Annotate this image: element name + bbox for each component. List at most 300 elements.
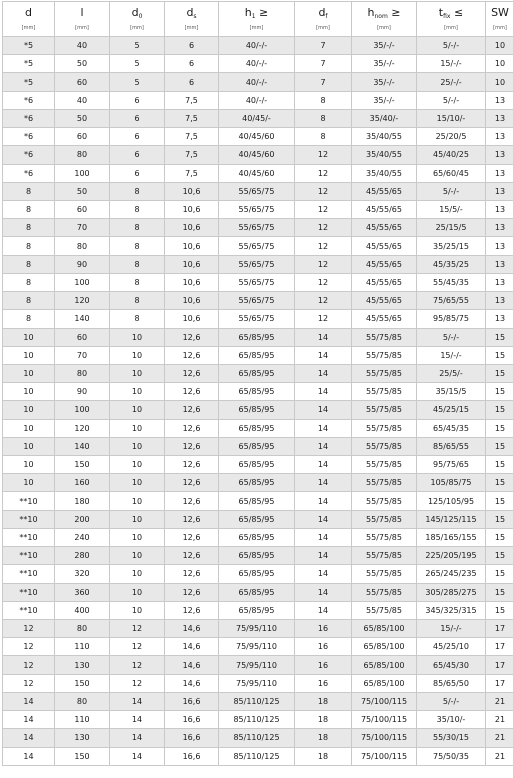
cell-d0: 14 <box>110 711 165 729</box>
cell-tfix: 225/205/195 <box>417 547 486 565</box>
cell-d: 8 <box>3 182 55 200</box>
cell-sw: 15 <box>486 328 513 346</box>
column-symbol: $h_1$ ≥ <box>219 6 294 23</box>
column-header-d0 <box>110 2 165 37</box>
cell-d0: 14 <box>110 747 165 765</box>
cell-tfix: 125/105/95 <box>417 492 486 510</box>
cell-l: 100 <box>55 273 110 291</box>
cell-d: **10 <box>3 583 55 601</box>
cell-hnom: 35/-/- <box>352 91 417 109</box>
cell-d0: 5 <box>110 73 165 91</box>
cell-hnom: 45/55/65 <box>352 219 417 237</box>
cell-hnom: 55/75/85 <box>352 510 417 528</box>
cell-d: 14 <box>3 711 55 729</box>
cell-d: 12 <box>3 620 55 638</box>
table-row <box>3 492 513 510</box>
cell-d0: 8 <box>110 273 165 291</box>
cell-tfix: 45/35/25 <box>417 255 486 273</box>
cell-hnom: 75/100/115 <box>352 729 417 747</box>
cell-d: 8 <box>3 237 55 255</box>
cell-df: 14 <box>295 492 352 510</box>
cell-d: 8 <box>3 255 55 273</box>
cell-tfix: 95/75/65 <box>417 456 486 474</box>
cell-hnom: 35/40/55 <box>352 128 417 146</box>
cell-sw: 13 <box>486 146 513 164</box>
cell-hnom: 35/-/- <box>352 73 417 91</box>
cell-tfix: 25/15/5 <box>417 219 486 237</box>
cell-tfix: 75/65/55 <box>417 292 486 310</box>
cell-sw: 15 <box>486 528 513 546</box>
cell-df: 18 <box>295 711 352 729</box>
cell-l: 90 <box>55 255 110 273</box>
cell-sw: 15 <box>486 437 513 455</box>
cell-hnom: 55/75/85 <box>352 601 417 619</box>
column-header-l <box>55 2 110 37</box>
cell-ds: 10,6 <box>165 182 219 200</box>
column-unit: [mm] <box>219 25 294 32</box>
cell-ds: 14,6 <box>165 620 219 638</box>
table-row <box>3 729 513 747</box>
cell-tfix: 15/-/- <box>417 55 486 73</box>
table-row <box>3 91 513 109</box>
cell-tfix: 105/85/75 <box>417 474 486 492</box>
cell-tfix: 85/65/55 <box>417 437 486 455</box>
cell-d: **10 <box>3 510 55 528</box>
cell-ds: 16,6 <box>165 729 219 747</box>
cell-d: 8 <box>3 219 55 237</box>
cell-ds: 12,6 <box>165 474 219 492</box>
cell-l: 50 <box>55 109 110 127</box>
cell-ds: 14,6 <box>165 674 219 692</box>
cell-df: 7 <box>295 73 352 91</box>
column-header-tfix <box>417 2 486 37</box>
cell-l: 80 <box>55 237 110 255</box>
cell-l: 60 <box>55 128 110 146</box>
column-header-df <box>295 2 352 37</box>
cell-hnom: 55/75/85 <box>352 419 417 437</box>
cell-tfix: 5/-/- <box>417 692 486 710</box>
cell-tfix: 45/40/25 <box>417 146 486 164</box>
cell-df: 14 <box>295 565 352 583</box>
cell-ds: 12,6 <box>165 346 219 364</box>
column-symbol: $t_{fix}$ ≤ <box>417 6 485 23</box>
cell-df: 12 <box>295 200 352 218</box>
cell-h1: 65/85/95 <box>219 583 295 601</box>
cell-sw: 15 <box>486 547 513 565</box>
cell-df: 8 <box>295 128 352 146</box>
column-symbol: $d_0$ <box>110 6 164 23</box>
cell-ds: 12,6 <box>165 328 219 346</box>
cell-df: 14 <box>295 419 352 437</box>
cell-h1: 65/85/95 <box>219 456 295 474</box>
cell-l: 110 <box>55 711 110 729</box>
cell-df: 14 <box>295 456 352 474</box>
cell-sw: 21 <box>486 729 513 747</box>
cell-hnom: 75/100/115 <box>352 692 417 710</box>
cell-hnom: 55/75/85 <box>352 401 417 419</box>
cell-hnom: 65/85/100 <box>352 674 417 692</box>
cell-d0: 10 <box>110 328 165 346</box>
cell-df: 18 <box>295 747 352 765</box>
cell-df: 14 <box>295 601 352 619</box>
cell-tfix: 45/25/10 <box>417 638 486 656</box>
cell-h1: 40/-/- <box>219 73 295 91</box>
cell-df: 8 <box>295 91 352 109</box>
table-row <box>3 310 513 328</box>
cell-d0: 10 <box>110 346 165 364</box>
cell-hnom: 45/55/65 <box>352 182 417 200</box>
column-header-hnom <box>352 2 417 37</box>
cell-hnom: 45/55/65 <box>352 292 417 310</box>
cell-hnom: 45/55/65 <box>352 310 417 328</box>
cell-tfix: 345/325/315 <box>417 601 486 619</box>
cell-sw: 13 <box>486 91 513 109</box>
cell-hnom: 65/85/100 <box>352 656 417 674</box>
cell-sw: 15 <box>486 346 513 364</box>
cell-tfix: 35/15/5 <box>417 383 486 401</box>
cell-df: 12 <box>295 255 352 273</box>
cell-d0: 10 <box>110 583 165 601</box>
cell-df: 14 <box>295 328 352 346</box>
cell-df: 18 <box>295 692 352 710</box>
cell-sw: 15 <box>486 510 513 528</box>
cell-sw: 13 <box>486 182 513 200</box>
cell-df: 14 <box>295 401 352 419</box>
cell-ds: 12,6 <box>165 364 219 382</box>
cell-h1: 75/95/110 <box>219 620 295 638</box>
cell-hnom: 45/55/65 <box>352 200 417 218</box>
cell-l: 280 <box>55 547 110 565</box>
cell-ds: 12,6 <box>165 528 219 546</box>
cell-df: 12 <box>295 146 352 164</box>
cell-d0: 12 <box>110 638 165 656</box>
cell-d: 10 <box>3 474 55 492</box>
cell-tfix: 95/85/75 <box>417 310 486 328</box>
cell-d: 14 <box>3 729 55 747</box>
cell-d: **10 <box>3 547 55 565</box>
cell-tfix: 15/-/- <box>417 620 486 638</box>
cell-d: *5 <box>3 37 55 55</box>
cell-hnom: 55/75/85 <box>352 437 417 455</box>
cell-d0: 14 <box>110 729 165 747</box>
table-row <box>3 37 513 55</box>
cell-l: 60 <box>55 73 110 91</box>
cell-ds: 10,6 <box>165 292 219 310</box>
column-unit: [mm] <box>3 25 54 32</box>
cell-ds: 12,6 <box>165 456 219 474</box>
cell-d: 10 <box>3 328 55 346</box>
cell-l: 40 <box>55 37 110 55</box>
table-row <box>3 510 513 528</box>
cell-h1: 65/85/95 <box>219 474 295 492</box>
cell-l: 80 <box>55 146 110 164</box>
cell-sw: 13 <box>486 310 513 328</box>
cell-ds: 10,6 <box>165 255 219 273</box>
cell-h1: 40/45/60 <box>219 128 295 146</box>
table-row <box>3 437 513 455</box>
cell-ds: 16,6 <box>165 747 219 765</box>
cell-sw: 13 <box>486 200 513 218</box>
cell-h1: 55/65/75 <box>219 273 295 291</box>
cell-l: 80 <box>55 620 110 638</box>
table-row <box>3 128 513 146</box>
cell-d: **10 <box>3 528 55 546</box>
cell-l: 150 <box>55 674 110 692</box>
cell-ds: 12,6 <box>165 565 219 583</box>
cell-h1: 65/85/95 <box>219 328 295 346</box>
table-header <box>3 2 513 37</box>
cell-d: 10 <box>3 383 55 401</box>
cell-ds: 14,6 <box>165 656 219 674</box>
cell-l: 120 <box>55 292 110 310</box>
cell-df: 12 <box>295 182 352 200</box>
cell-h1: 40/45/60 <box>219 146 295 164</box>
cell-h1: 40/-/- <box>219 37 295 55</box>
cell-d0: 10 <box>110 510 165 528</box>
cell-d: 8 <box>3 200 55 218</box>
cell-df: 14 <box>295 346 352 364</box>
cell-h1: 85/110/125 <box>219 711 295 729</box>
column-symbol: $d_f$ <box>295 6 351 23</box>
cell-d0: 10 <box>110 364 165 382</box>
cell-h1: 40/45/60 <box>219 164 295 182</box>
cell-df: 12 <box>295 310 352 328</box>
cell-df: 7 <box>295 55 352 73</box>
cell-l: 200 <box>55 510 110 528</box>
cell-hnom: 35/-/- <box>352 37 417 55</box>
cell-h1: 55/65/75 <box>219 292 295 310</box>
cell-d0: 10 <box>110 601 165 619</box>
table-row <box>3 182 513 200</box>
cell-l: 80 <box>55 692 110 710</box>
cell-d: 8 <box>3 310 55 328</box>
cell-d0: 6 <box>110 146 165 164</box>
cell-d: *6 <box>3 164 55 182</box>
cell-sw: 10 <box>486 55 513 73</box>
cell-tfix: 15/10/- <box>417 109 486 127</box>
cell-ds: 14,6 <box>165 638 219 656</box>
cell-h1: 65/85/95 <box>219 437 295 455</box>
cell-sw: 15 <box>486 492 513 510</box>
cell-d: 12 <box>3 638 55 656</box>
cell-tfix: 75/50/35 <box>417 747 486 765</box>
table-row <box>3 656 513 674</box>
cell-sw: 21 <box>486 692 513 710</box>
cell-df: 16 <box>295 620 352 638</box>
cell-sw: 15 <box>486 565 513 583</box>
cell-df: 7 <box>295 37 352 55</box>
cell-tfix: 65/45/35 <box>417 419 486 437</box>
cell-ds: 7,5 <box>165 164 219 182</box>
cell-hnom: 75/100/115 <box>352 747 417 765</box>
cell-h1: 65/85/95 <box>219 601 295 619</box>
cell-d: 14 <box>3 692 55 710</box>
cell-hnom: 55/75/85 <box>352 328 417 346</box>
table-row <box>3 346 513 364</box>
cell-tfix: 305/285/275 <box>417 583 486 601</box>
cell-sw: 15 <box>486 601 513 619</box>
cell-df: 14 <box>295 364 352 382</box>
cell-hnom: 45/55/65 <box>352 255 417 273</box>
cell-d0: 6 <box>110 91 165 109</box>
cell-hnom: 55/75/85 <box>352 547 417 565</box>
cell-l: 70 <box>55 346 110 364</box>
cell-tfix: 15/-/- <box>417 346 486 364</box>
cell-tfix: 185/165/155 <box>417 528 486 546</box>
cell-h1: 65/85/95 <box>219 401 295 419</box>
cell-h1: 55/65/75 <box>219 255 295 273</box>
cell-l: 130 <box>55 729 110 747</box>
cell-ds: 12,6 <box>165 437 219 455</box>
table-row <box>3 401 513 419</box>
cell-d0: 12 <box>110 620 165 638</box>
cell-hnom: 55/75/85 <box>352 492 417 510</box>
table-row <box>3 474 513 492</box>
cell-hnom: 45/55/65 <box>352 273 417 291</box>
cell-d0: 10 <box>110 565 165 583</box>
cell-d: 10 <box>3 346 55 364</box>
cell-ds: 10,6 <box>165 237 219 255</box>
table-body <box>3 37 513 766</box>
cell-d: *6 <box>3 109 55 127</box>
cell-d: *5 <box>3 73 55 91</box>
cell-l: 130 <box>55 656 110 674</box>
cell-tfix: 85/65/50 <box>417 674 486 692</box>
cell-d0: 10 <box>110 547 165 565</box>
cell-df: 14 <box>295 474 352 492</box>
cell-hnom: 55/75/85 <box>352 565 417 583</box>
cell-d: **10 <box>3 565 55 583</box>
cell-ds: 6 <box>165 37 219 55</box>
column-unit: [mm] <box>165 25 218 32</box>
cell-h1: 85/110/125 <box>219 692 295 710</box>
cell-tfix: 55/30/15 <box>417 729 486 747</box>
cell-ds: 10,6 <box>165 310 219 328</box>
cell-tfix: 265/245/235 <box>417 565 486 583</box>
cell-d0: 10 <box>110 528 165 546</box>
cell-hnom: 75/100/115 <box>352 711 417 729</box>
cell-d0: 10 <box>110 474 165 492</box>
column-header-h1 <box>219 2 295 37</box>
column-symbol: d <box>3 6 54 23</box>
cell-d0: 10 <box>110 492 165 510</box>
cell-d: 8 <box>3 273 55 291</box>
table-row <box>3 528 513 546</box>
cell-df: 14 <box>295 437 352 455</box>
cell-h1: 65/85/95 <box>219 528 295 546</box>
cell-ds: 10,6 <box>165 273 219 291</box>
column-unit: [mm] <box>55 25 109 32</box>
cell-d0: 5 <box>110 55 165 73</box>
table-row <box>3 146 513 164</box>
cell-hnom: 55/75/85 <box>352 528 417 546</box>
cell-sw: 21 <box>486 747 513 765</box>
cell-sw: 13 <box>486 164 513 182</box>
cell-sw: 21 <box>486 711 513 729</box>
cell-h1: 65/85/95 <box>219 492 295 510</box>
table-row <box>3 255 513 273</box>
cell-d: **10 <box>3 601 55 619</box>
table-row <box>3 364 513 382</box>
cell-tfix: 65/45/30 <box>417 656 486 674</box>
cell-ds: 12,6 <box>165 419 219 437</box>
cell-sw: 15 <box>486 419 513 437</box>
table-row <box>3 200 513 218</box>
cell-df: 16 <box>295 638 352 656</box>
cell-ds: 12,6 <box>165 601 219 619</box>
cell-hnom: 35/40/55 <box>352 164 417 182</box>
table-row <box>3 419 513 437</box>
cell-df: 16 <box>295 656 352 674</box>
table-row <box>3 73 513 91</box>
cell-d0: 10 <box>110 456 165 474</box>
cell-h1: 55/65/75 <box>219 219 295 237</box>
cell-d0: 8 <box>110 292 165 310</box>
cell-d0: 10 <box>110 401 165 419</box>
table-row <box>3 638 513 656</box>
cell-df: 14 <box>295 510 352 528</box>
cell-l: 320 <box>55 565 110 583</box>
table-row <box>3 674 513 692</box>
cell-l: 40 <box>55 91 110 109</box>
cell-h1: 65/85/95 <box>219 383 295 401</box>
cell-h1: 55/65/75 <box>219 200 295 218</box>
cell-ds: 10,6 <box>165 200 219 218</box>
cell-d: 8 <box>3 292 55 310</box>
cell-h1: 40/-/- <box>219 91 295 109</box>
table-row <box>3 237 513 255</box>
cell-ds: 6 <box>165 73 219 91</box>
cell-d0: 14 <box>110 692 165 710</box>
cell-d0: 12 <box>110 674 165 692</box>
cell-hnom: 55/75/85 <box>352 456 417 474</box>
cell-df: 12 <box>295 273 352 291</box>
cell-tfix: 55/45/35 <box>417 273 486 291</box>
cell-ds: 16,6 <box>165 711 219 729</box>
cell-hnom: 35/-/- <box>352 55 417 73</box>
cell-tfix: 5/-/- <box>417 328 486 346</box>
column-unit: [mm] <box>110 25 164 32</box>
cell-hnom: 55/75/85 <box>352 346 417 364</box>
table-row <box>3 219 513 237</box>
cell-ds: 12,6 <box>165 583 219 601</box>
cell-df: 12 <box>295 292 352 310</box>
cell-sw: 17 <box>486 656 513 674</box>
cell-sw: 13 <box>486 292 513 310</box>
table-row <box>3 583 513 601</box>
cell-d0: 6 <box>110 109 165 127</box>
cell-sw: 13 <box>486 237 513 255</box>
cell-tfix: 5/-/- <box>417 91 486 109</box>
cell-d: *6 <box>3 128 55 146</box>
cell-l: 50 <box>55 55 110 73</box>
cell-l: 400 <box>55 601 110 619</box>
table-row <box>3 109 513 127</box>
cell-hnom: 55/75/85 <box>352 364 417 382</box>
cell-l: 70 <box>55 219 110 237</box>
cell-sw: 13 <box>486 128 513 146</box>
cell-sw: 13 <box>486 255 513 273</box>
column-unit: [mm] <box>295 25 351 32</box>
cell-h1: 55/65/75 <box>219 237 295 255</box>
cell-l: 150 <box>55 747 110 765</box>
cell-ds: 7,5 <box>165 109 219 127</box>
cell-h1: 55/65/75 <box>219 182 295 200</box>
cell-tfix: 35/10/- <box>417 711 486 729</box>
cell-df: 18 <box>295 729 352 747</box>
table-row <box>3 328 513 346</box>
cell-h1: 65/85/95 <box>219 419 295 437</box>
